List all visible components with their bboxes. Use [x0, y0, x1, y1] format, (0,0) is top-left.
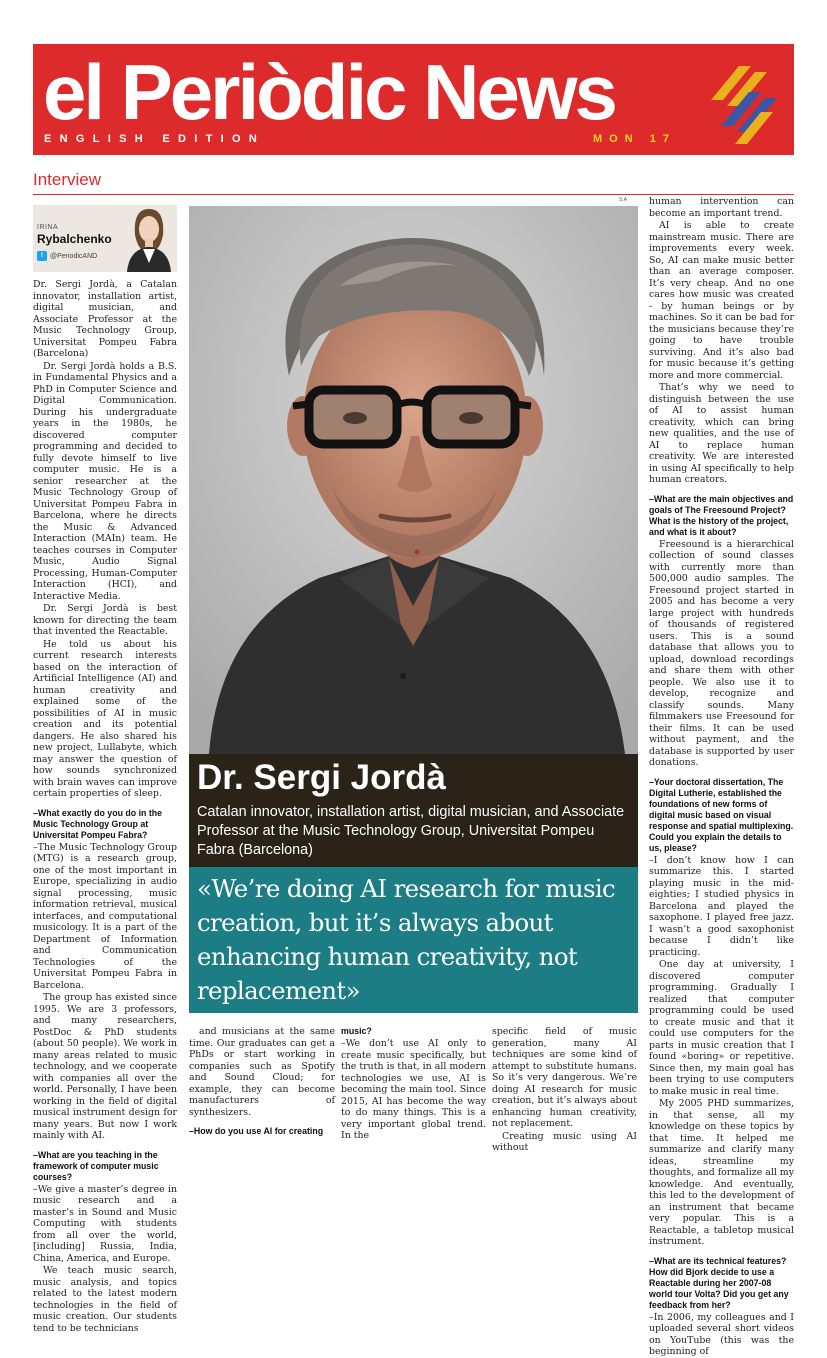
article-column-1 [33, 279, 177, 1334]
author-portrait [121, 205, 177, 272]
paragraph: Dr. Sergi Jordà, a Catalan innovator, installation artist, digital musician, and Associate Professor at the Music Technology Group, Universitat Pompeu Fabra (Barcelona) [33, 279, 177, 359]
author-handle[interactable] [37, 251, 97, 261]
article-column-2 [189, 1026, 335, 1143]
paragraph: The group has existed since 1995. We are 3 professors, and many researchers, PostDoc & PhD students (about 50 people). We work in many areas related to music technology, and we cooperate with companies all over the world. Personally, I have been working in the field of digital musical instrument design for many years. But now I work mainly with AI. [33, 992, 177, 1141]
article-column-3 [341, 1026, 486, 1143]
article-column-5 [649, 196, 794, 1357]
interview-answer: –We give a master’s degree in music research and a master’s in Sound and Music Computing with students from all over the world, [including] Russia, India, China, America, and Europe. [33, 1183, 177, 1264]
pull-quote [189, 867, 638, 1013]
interview-answer: –The Music Technology Group (MTG) is a research group, one of the most important in Europe, specializing in audio signal processing, music information retrieval, musical interfaces, and computational musicology. It is a part of the Department of Information and Communication Technologies of the Universitat Pompeu Fabra in Barcelona. [33, 841, 177, 991]
masthead-date: MON 17 [593, 133, 676, 145]
interviewee-description: Catalan innovator, installation artist, digital musician, and Associate Professor at the Music Technology Group, Universitat Pompeu Fabra (Barcelona) [197, 804, 625, 858]
paragraph: human intervention can become an important trend. [649, 196, 794, 219]
author-handle-text: @PeriodicAND [50, 252, 98, 260]
interview-question: –What are the main objectives and goals of The Freesound Project? What is the history of the project, and what is it about? [649, 493, 794, 537]
portrait-illustration [189, 206, 638, 754]
paragraph: AI is able to create mainstream music. There are improvements every week. So, AI can make music better than an average composer. It’s very cheap. And no one cares how music was created - by human beings or by machines. So it can be bad for the musicians because they’re going to have trouble surviving. And it’s also bad for music because it’s getting more and more commercial. [649, 220, 794, 381]
photo-credit: S.A [619, 197, 628, 203]
interview-answer: Freesound is a hierarchical collection of sound classes with currently more than 500,000 audio samples. The Freesound project started in 2005 and has become a very large project with hundreds of thousands of registered users. This is a sound database that allows you to upload, download recordings and share them with other people. We also use it to develop, recognize and classify sounds. Many filmmakers use Freesound for their films. It can be used without payment, and the database is supported by user donations. [649, 538, 794, 768]
interview-question: –How do you use AI for creating [189, 1126, 324, 1136]
article-column-4 [492, 1026, 637, 1153]
interview-question: –What are you teaching in the framework of computer music courses? [33, 1149, 159, 1182]
paragraph: We teach music search, music analysis, and topics related to the latest modern technologies in the field of music creation. Our students tend to be technicians [33, 1265, 177, 1334]
name-band [189, 754, 638, 867]
twitter-icon: t [37, 251, 47, 261]
section-label: Interview [33, 170, 102, 189]
masthead-edition: ENGLISH EDITION [44, 133, 266, 145]
interview-answer: –I don’t know how I can summarize this. I started playing music in the mid-eighties; I studied physics in Barcelona and played the saxophone. I played free jazz. I wasn’t a good saxophonist because I didn’t like practicing. [649, 854, 794, 958]
paragraph: Creating music using AI without [492, 1130, 637, 1153]
interview-question: –What are its technical features? How did Bjork decide to use a Reactable during her 2007-08 world tour Volta? Did you get any feedback from her? [649, 1255, 789, 1310]
paragraph: Dr. Sergi Jordà is best known for directing the team that invented the Reactable. [33, 603, 177, 637]
author-box [33, 205, 177, 272]
feature-photo [189, 206, 638, 754]
interview-question: –What exactly do you do in the Music Technology Group at Universitat Pompeu Fabra? [33, 807, 163, 840]
interview-answer: –In 2006, my colleagues and I uploaded several short videos on YouTube (this was the beginning of [649, 1311, 794, 1357]
masthead-title: el Periòdic News [43, 48, 615, 136]
paragraph: and musicians at the same time. Our graduates can get a PhDs or start working in companies such as Spotify and Sound Cloud; for example, they can become manufacturers of synthesizers. [189, 1026, 335, 1118]
paragraph: That’s why we need to distinguish between the use of AI to assist human creativity, which can bring new qualities, and the use of AI to replace human creativity. We are interested in using AI specifically to help human creators. [649, 382, 794, 485]
logo-stripes-icon [709, 66, 781, 146]
paragraph: Dr. Sergi Jordà holds a B.S. in Fundamental Physics and a PhD in Computer Science and Digital Communication. During his undergraduate years in the 1980s, he discovered computer programming and decided to fully devote himself to live computer music. He is a senior researcher at the Music Technology Group of Universitat Pompeu Fabra in Barcelona, where he directs the Music & Advanced Interaction (MAIn) team. He teaches courses in Computer Music, Audio Signal Processing, Human-Computer Interaction (HCI), and Interactive Media. [33, 360, 177, 602]
interview-question: –Your doctoral dissertation, The Digital Lutherie, established the foundations of new forms of digital music based on visual response and spatial multiplexing. Could you explain the details to us, please? [649, 776, 794, 853]
author-last-name: Rybalchenko [37, 232, 112, 246]
paragraph: He told us about his current research interests based on the interaction of Artificial Intelligence (AI) and human creativity and explained some of the possibilities of AI in music creation and its potential dangers. He also shared his new project, Lullabyte, which may answer the question of how sounds synchronized with brain waves can improve certain properties of sleep. [33, 638, 177, 799]
interview-answer: –We don’t use AI only to create music specifically, but the truth is that, in all modern technologies we use, AI is becoming the main tool. Since 2015, AI has become the way to do many things. This is a very important global trend. In the [341, 1038, 486, 1141]
author-first-name: IRINA [37, 224, 59, 231]
interviewee-name: Dr. Sergi Jordà [197, 758, 446, 797]
interview-question: music? [341, 1026, 372, 1036]
masthead [33, 44, 794, 155]
paragraph: specific field of music generation, many AI techniques are some kind of attempt to substitute humans. So it’s very dangerous. We’re doing AI research for music creation, but it’s always about enhancing human creativity, not replacement. [492, 1026, 637, 1129]
pull-quote-text: «We’re doing AI research for music creation, but it’s always about enhancing human creativity, not replacement» [197, 874, 616, 1005]
section-divider [33, 194, 794, 195]
paragraph: My 2005 PHD summarizes, in that sense, all my knowledge on these topics by that time. It helped me summarize and clarify many ideas, streamline my thoughts, and formalize all my knowledge. And eventually, this led to the development of an instrument that became very popular. This is a Reactable, a tabletop musical instrument. [649, 1098, 794, 1247]
paragraph: One day at university, I discovered computer programming. Gradually I realized that computer programming could be used to create music and that it could use computers for the parts in music creation that I found «boring» or repetitive. Since then, my main goal has been trying to use computers to make music in real time. [649, 959, 794, 1097]
